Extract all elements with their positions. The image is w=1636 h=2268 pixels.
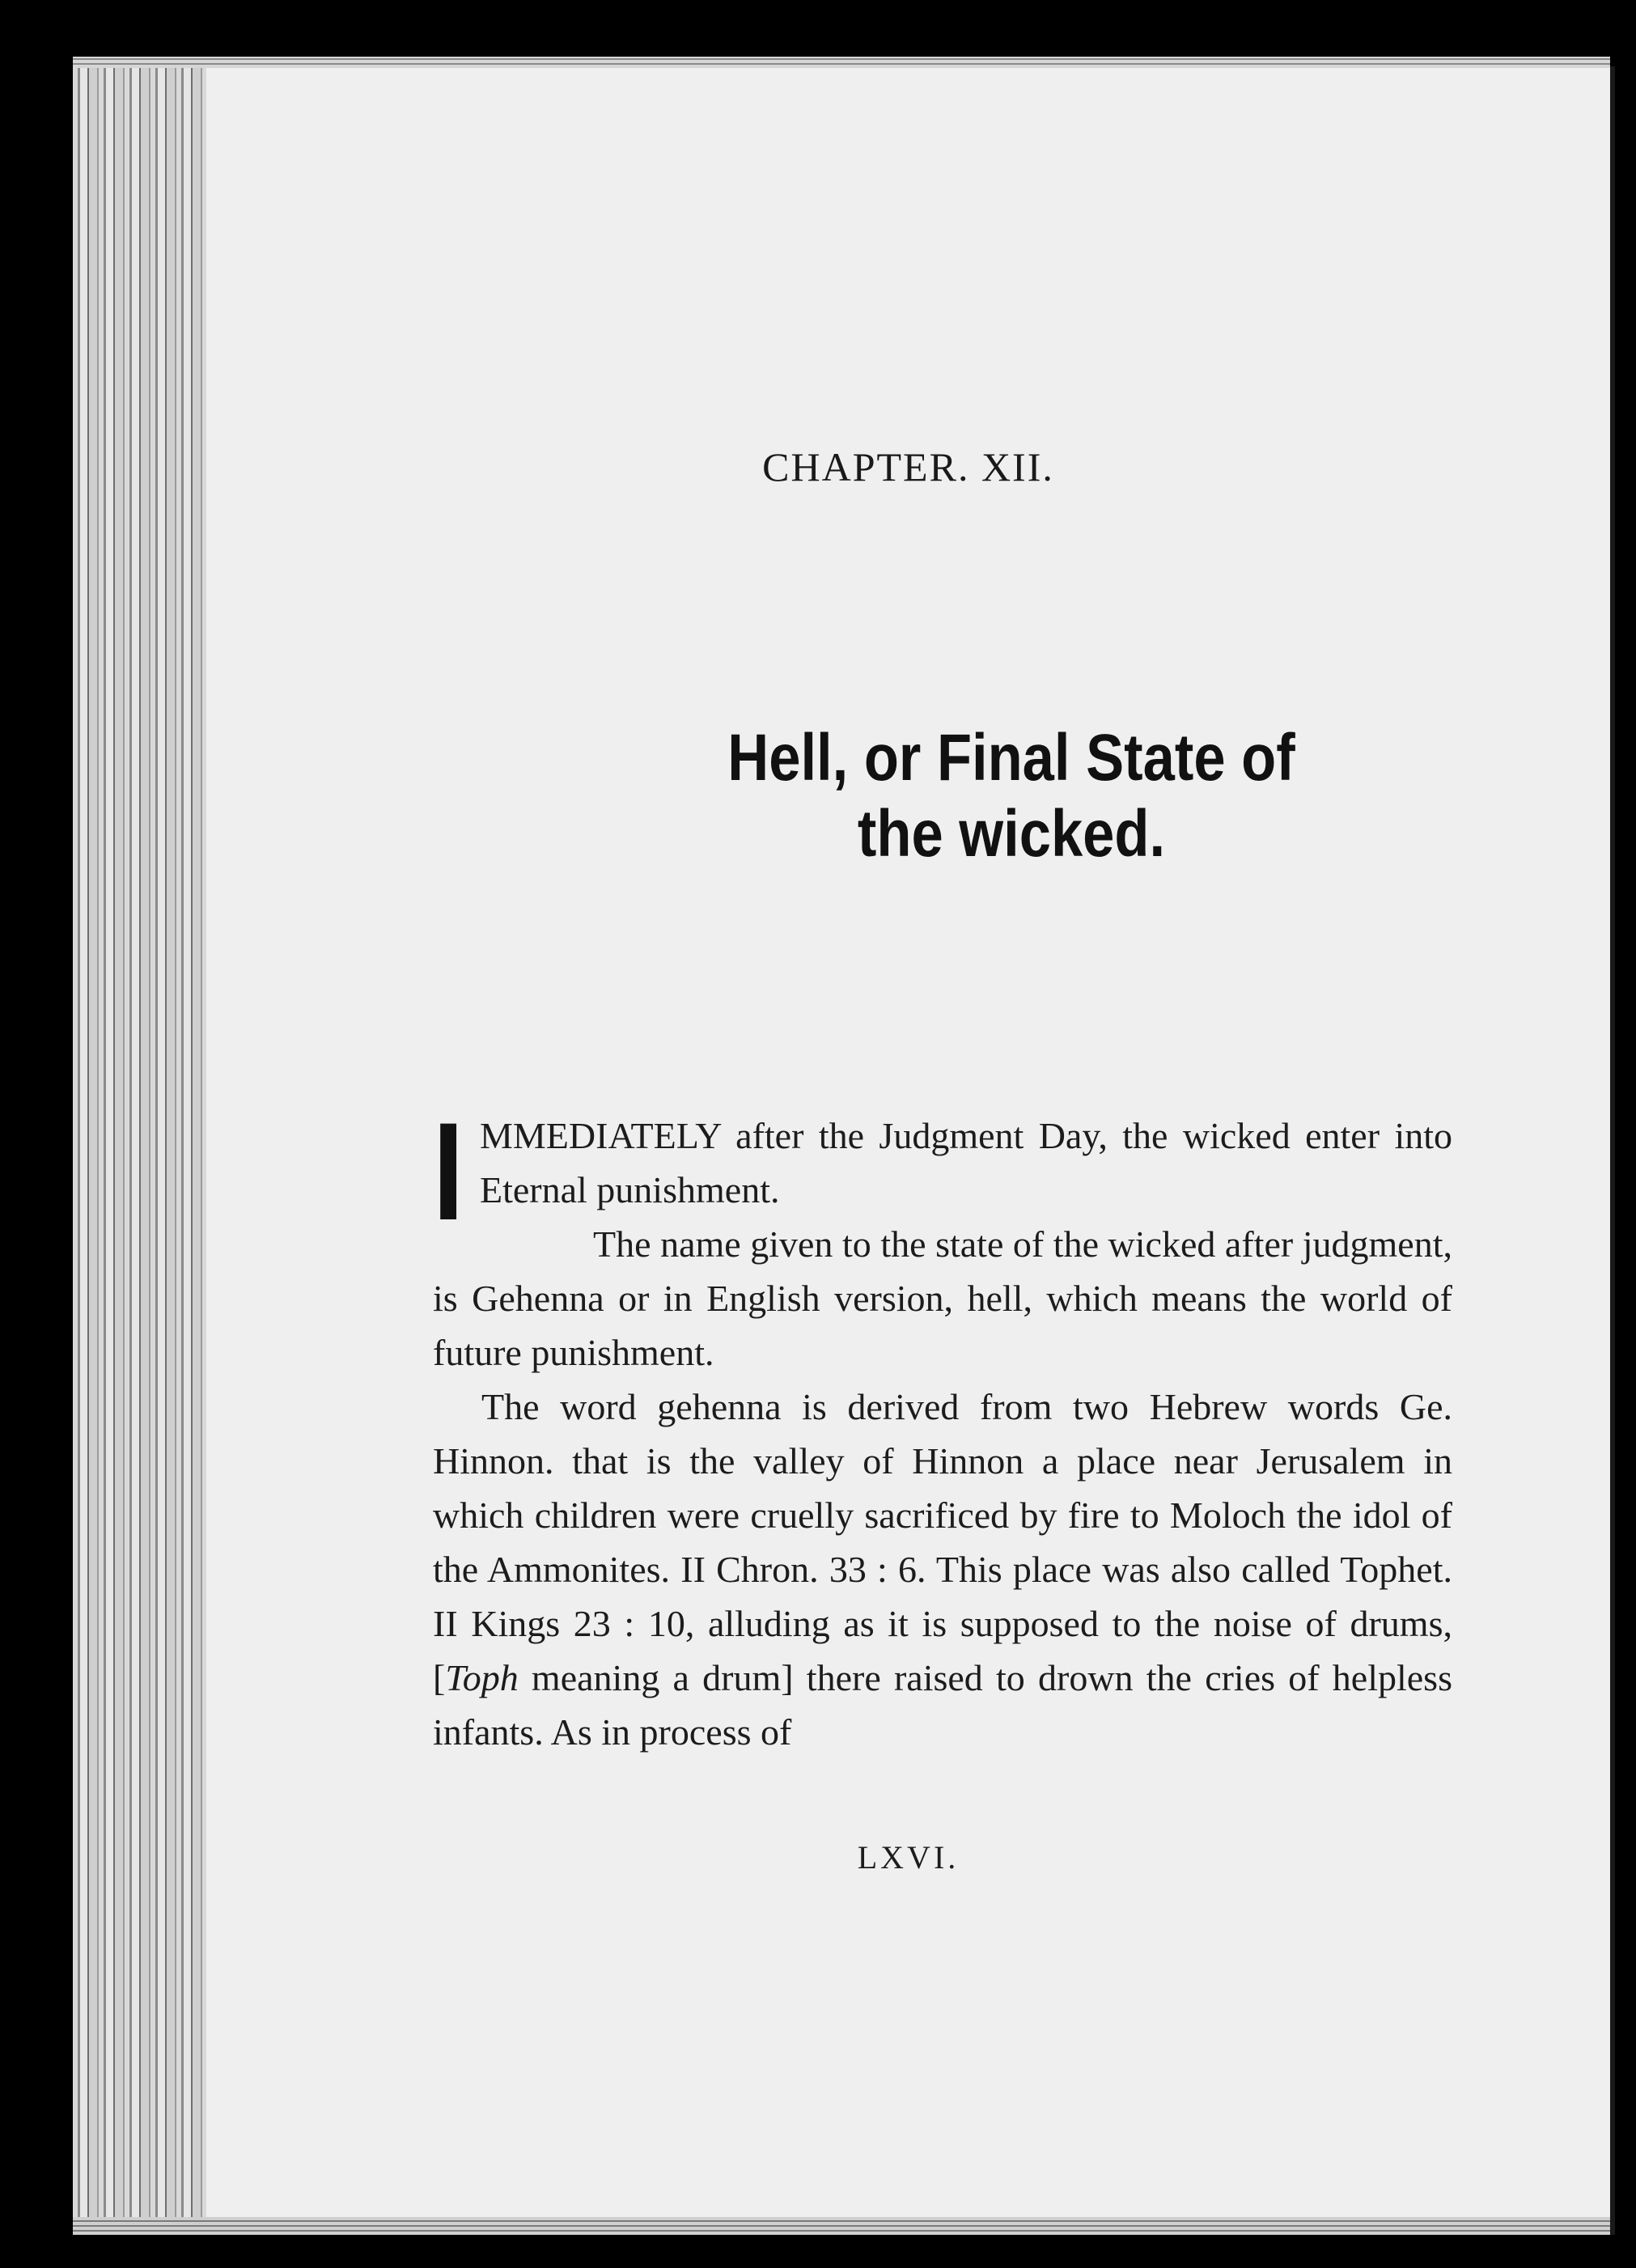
paragraph-2: [433, 1217, 1452, 1380]
paragraph-3-italic-word: Toph: [445, 1657, 519, 1698]
chapter-title: [629, 720, 1394, 872]
chapter-title-line-1: Hell, or Final State of: [727, 721, 1295, 795]
drop-cap: I: [433, 1094, 464, 1249]
paragraph-1: [433, 1094, 1452, 1249]
chapter-title-line-2: the wicked.: [857, 797, 1166, 871]
page-bottom-edge: [73, 2217, 1610, 2235]
paragraph-3: [433, 1380, 1452, 1759]
chapter-heading: CHAPTER. XII.: [762, 444, 1054, 490]
page-stack-edges: [73, 57, 210, 2233]
page-top-edge: [73, 57, 1610, 68]
paragraph-3-text-end: meaning a drum] there raised to drown the cries of helpless infants. As in process of: [433, 1657, 1452, 1753]
paragraph-3-text-start: The word gehenna is derived from two Hebrew words Ge. Hinnon. that is the valley of Hinnon a place near Jerusalem in which children were cruelly sacrificed by fire to Moloch the idol of the Ammonites. II Chron. 33 : 6. This place was also called Tophet. II Kings 23 : 10, alluding as it is supposed to the noise of drums, [: [433, 1386, 1452, 1698]
paragraph-2-text: The name given to the state of the wicked after judgment, is Gehenna or in English version, hell, which means the world of future punishment.: [433, 1223, 1452, 1373]
page-number: LXVI.: [857, 1839, 960, 1876]
body-text: [433, 1094, 1452, 1759]
paragraph-1-text: MMEDIATELY after the Judgment Day, the wicked enter into Eternal punishment.: [480, 1115, 1452, 1210]
